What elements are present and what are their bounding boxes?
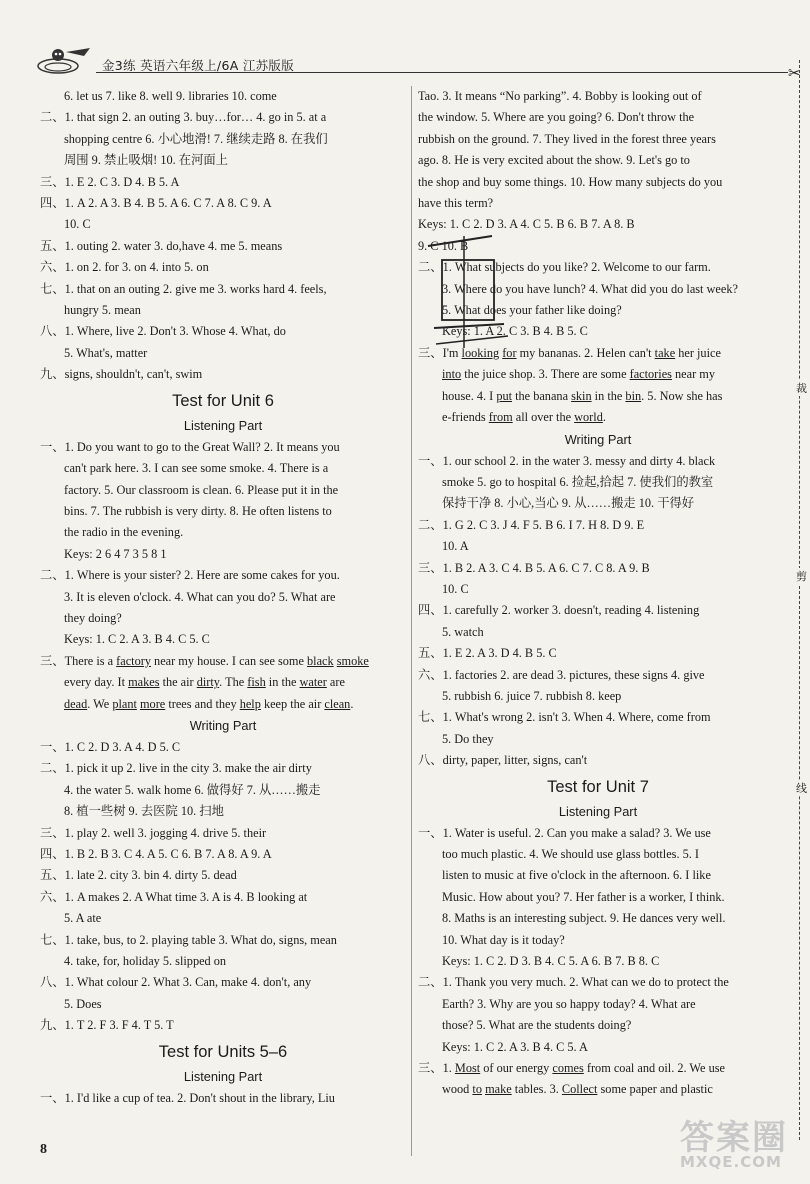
- answer-line: 二、1. pick it up 2. live in the city 3. make the air dirty: [40, 761, 312, 776]
- page-header: [36, 44, 786, 74]
- section-title: Test for Unit 7: [547, 777, 649, 796]
- text-run: are: [326, 675, 345, 690]
- text-run: her juice: [675, 345, 721, 360]
- book-logo-icon: [36, 46, 92, 74]
- text-run: tables. 3.: [511, 1082, 562, 1097]
- answer-line: 七、1. take, bus, to 2. playing table 3. What do, signs, mean: [40, 932, 337, 947]
- answer-line: 四、1. A 2. A 3. B 4. B 5. A 6. C 7. A 8. C 9. A: [40, 196, 272, 211]
- underlined-word: bin: [625, 388, 642, 403]
- answer-line: Keys: 1. A 2. C 3. B 4. B 5. C: [442, 324, 588, 339]
- text-run: in the: [591, 388, 626, 403]
- underlined-word: make: [485, 1082, 512, 1097]
- part-title: Writing Part: [189, 717, 257, 733]
- part-title: Listening Part: [183, 1068, 263, 1084]
- header-rule: [96, 72, 788, 73]
- answer-line: Keys: 1. C 2. D 3. A 4. C 5. B 6. B 7. A 8. B: [418, 217, 635, 232]
- text-run: my bananas. 2. Helen can't: [516, 345, 655, 360]
- answer-line: factory. 5. Our classroom is clean. 6. Please put it in the: [64, 482, 339, 497]
- ink-stamp-mark: [424, 232, 514, 352]
- answer-line: 六、1. factories 2. are dead 3. pictures, these signs 4. give: [418, 667, 705, 682]
- watermark-url: MXQE.COM: [680, 1153, 782, 1171]
- answer-line: Keys: 1. C 2. A 3. B 4. C 5. C: [64, 632, 210, 647]
- underlined-word: comes: [552, 1061, 584, 1076]
- cut-line: [799, 60, 800, 1140]
- answer-line: 二、1. Thank you very much. 2. What can we do to protect the: [418, 975, 729, 990]
- watermark-main: 答案圈: [680, 1118, 788, 1158]
- answer-line: 三、1. B 2. A 3. C 4. B 5. A 6. C 7. C 8. A 9. B: [418, 560, 650, 575]
- answer-line: the radio in the evening.: [64, 525, 184, 540]
- underlined-word: into: [442, 367, 462, 382]
- answer-line: 三、1. E 2. C 3. D 4. B 5. A: [40, 174, 180, 189]
- answer-line: 二、1. What subjects do you like? 2. Welcome to our farm.: [418, 260, 711, 275]
- cut-label-xian: 线: [796, 782, 807, 795]
- answer-line: 九、1. T 2. F 3. F 4. T 5. T: [40, 1018, 174, 1033]
- answer-line: 10. C: [442, 581, 469, 596]
- answer-line: those? 5. What are the students doing?: [442, 1018, 632, 1033]
- answer-line: have this term?: [418, 196, 494, 211]
- answer-line: 5. Does: [64, 996, 102, 1011]
- answer-line: [418, 364, 778, 385]
- answer-line: 九、signs, shouldn't, can't, swim: [40, 367, 203, 382]
- left-column: [40, 86, 406, 1109]
- answer-line: 八、1. What colour 2. What 3. Can, make 4. don't, any: [40, 975, 312, 990]
- answer-line: 一、1. Water is useful. 2. Can you make a salad? 3. We use: [418, 825, 711, 840]
- answer-line: hungry 5. mean: [64, 303, 141, 318]
- answer-line: 5. What does your father like doing?: [442, 303, 622, 318]
- answer-line: 八、dirty, paper, litter, signs, can't: [418, 753, 588, 768]
- underlined-word: more: [139, 696, 166, 711]
- answer-line: 5. Do they: [442, 731, 494, 746]
- text-run: . 5. Now she has: [641, 388, 723, 403]
- answer-line: 6. let us 7. like 8. well 9. libraries 10. come: [64, 89, 277, 103]
- answer-line: 一、1. I'd like a cup of tea. 2. Don't shout in the library, Liu: [40, 1090, 335, 1105]
- answer-line: 四、1. B 2. B 3. C 4. A 5. C 6. B 7. A 8. A 9. A: [40, 847, 272, 861]
- underlined-word: Most: [454, 1061, 481, 1076]
- header-title: 金3练 英语六年级上/6A 江苏版版: [102, 58, 295, 73]
- underlined-word: for: [502, 345, 517, 360]
- answer-line: 9. C 10. B: [418, 238, 469, 253]
- answer-line: 三、1. play 2. well 3. jogging 4. drive 5. their: [40, 825, 267, 840]
- answer-line: 10. A: [442, 539, 469, 554]
- underlined-word: factories: [629, 367, 672, 382]
- answer-line: 5. watch: [442, 624, 484, 639]
- answer-line: 二、1. that sign 2. an outing 3. buy…for… 4. go in 5. at a: [40, 110, 327, 125]
- answer-line: 五、1. outing 2. water 3. do,have 4. me 5. means: [40, 238, 283, 253]
- answer-line: 保持干净 8. 小心,当心 9. 从……搬走 10. 干得好: [442, 496, 695, 511]
- underlined-word: factory: [116, 653, 151, 668]
- answer-line: rubbish on the ground. 7. They lived in the forest three years: [418, 131, 716, 146]
- answer-line: [418, 1058, 778, 1079]
- answer-line: 五、1. late 2. city 3. bin 4. dirty 5. dead: [40, 868, 237, 883]
- answer-line: they doing?: [64, 610, 122, 625]
- text-run: from coal and oil. 2. We use: [583, 1061, 725, 1076]
- text-run: keep the air: [260, 696, 325, 711]
- answer-line: [40, 672, 406, 693]
- answer-line: 8. Maths is an interesting subject. 9. He dances very well.: [442, 911, 726, 926]
- answer-line: 3. Where do you have lunch? 4. What did you do last week?: [442, 281, 738, 296]
- answer-line: Music. How about you? 7. Her father is a worker, I think.: [442, 889, 725, 904]
- answer-line: 七、1. What's wrong 2. isn't 3. When 4. Where, come from: [418, 710, 711, 725]
- answer-line: the shop and buy some things. 10. How many subjects do you: [418, 174, 723, 189]
- answer-line: 五、1. E 2. A 3. D 4. B 5. C: [418, 646, 557, 661]
- underlined-word: Collect: [561, 1082, 598, 1097]
- text-run: . We: [87, 696, 113, 711]
- text-run: e-friends: [442, 410, 489, 425]
- text-run: of our energy: [480, 1061, 553, 1076]
- text-run: 三、I'm: [418, 345, 462, 360]
- underlined-word: plant: [112, 696, 137, 711]
- text-run: .: [602, 410, 606, 425]
- answer-line: Earth? 3. Why are you so happy today? 4. What are: [442, 996, 696, 1011]
- text-run: every day. It: [64, 675, 129, 690]
- answer-line: Tao. 3. It means “No parking”. 4. Bobby is looking out of: [418, 89, 702, 103]
- scissors-icon: ✂: [788, 64, 801, 82]
- underlined-word: help: [239, 696, 261, 711]
- answer-line: 3. It is eleven o'clock. 4. What can you do? 5. What are: [64, 589, 336, 604]
- section-title: Test for Unit 6: [172, 391, 274, 410]
- underlined-word: fish: [247, 675, 266, 690]
- answer-line: the window. 5. Where are you going? 6. Don't throw the: [418, 110, 695, 125]
- underlined-word: clean: [324, 696, 351, 711]
- text-run: near my house. I can see some: [150, 653, 308, 668]
- answer-line: [418, 407, 778, 428]
- answer-line: 四、1. carefully 2. worker 3. doesn't, reading 4. listening: [418, 603, 700, 618]
- underlined-word: to: [472, 1082, 482, 1097]
- text-run: . The: [219, 675, 248, 690]
- answer-line: 一、1. C 2. D 3. A 4. D 5. C: [40, 739, 181, 754]
- column-divider: [411, 86, 412, 1156]
- cut-label-jian: 剪: [796, 570, 807, 583]
- answer-line: [418, 386, 778, 407]
- answer-line: shopping centre 6. 小心地滑! 7. 继续走路 8. 在我们: [64, 131, 328, 146]
- answer-line: ago. 8. He is very excited about the show. 9. Let's go to: [418, 153, 690, 168]
- answer-line: listen to music at five o'clock in the afternoon. 6. I like: [442, 868, 711, 883]
- cut-label-cai: 裁: [796, 382, 807, 395]
- text-run: some paper and plastic: [597, 1082, 713, 1097]
- text-run: .: [350, 696, 354, 711]
- text-run: the banana: [512, 388, 572, 403]
- text-run: in the: [265, 675, 300, 690]
- answer-line: 10. What day is it today?: [442, 932, 565, 947]
- underlined-word: black: [307, 653, 334, 668]
- answer-line: bins. 7. The rubbish is very dirty. 8. He often listens to: [64, 503, 332, 518]
- answer-line: 一、1. Do you want to go to the Great Wall? 2. It means you: [40, 439, 340, 454]
- text-run: 三、1.: [418, 1061, 455, 1076]
- answer-line: 5. What's, matter: [64, 345, 148, 360]
- text-run: near my: [671, 367, 715, 382]
- underlined-word: skin: [571, 388, 592, 403]
- section-title: Test for Units 5–6: [158, 1042, 288, 1061]
- part-title: Listening Part: [183, 417, 263, 433]
- answer-line: can't park here. 3. I can see some smoke. 4. There is a: [64, 461, 329, 476]
- answer-line: 八、1. Where, live 2. Don't 3. Whose 4. What, do: [40, 324, 286, 339]
- answer-line: 一、1. our school 2. in the water 3. messy and dirty 4. black: [418, 453, 716, 468]
- underlined-word: take: [654, 345, 676, 360]
- answer-line: Keys: 2 6 4 7 3 5 8 1: [64, 546, 167, 561]
- answer-line: 5. rubbish 6. juice 7. rubbish 8. keep: [442, 688, 622, 703]
- underlined-word: makes: [128, 675, 160, 690]
- text-run: the juice shop. 3. There are some: [461, 367, 630, 382]
- answer-line: 六、1. A makes 2. A What time 3. A is 4. B looking at: [40, 889, 308, 904]
- page-number: 8: [40, 1142, 47, 1157]
- answer-line: 10. C: [64, 217, 91, 232]
- answer-line: 4. the water 5. walk home 6. 做得好 7. 从……搬走: [64, 782, 321, 797]
- answer-line: Keys: 1. C 2. D 3. B 4. C 5. A 6. B 7. B 8. C: [442, 954, 660, 969]
- answer-line: [40, 651, 406, 672]
- answer-line: smoke 5. go to hospital 6. 捡起,拾起 7. 使我们的教室: [442, 474, 714, 489]
- answer-line: 8. 植一些树 9. 去医院 10. 扫地: [64, 804, 224, 819]
- underlined-word: water: [299, 675, 327, 690]
- underlined-word: put: [496, 388, 513, 403]
- underlined-word: dirty: [196, 675, 220, 690]
- part-title: Listening Part: [558, 803, 638, 819]
- answer-line: 七、1. that on an outing 2. give me 3. works hard 4. feels,: [40, 281, 327, 296]
- text-run: house. 4. I: [442, 388, 497, 403]
- answer-line: 4. take, for, holiday 5. slipped on: [64, 954, 227, 969]
- answer-line: 5. A ate: [64, 911, 102, 926]
- answer-line: Keys: 1. C 2. A 3. B 4. C 5. A: [442, 1039, 588, 1054]
- text-run: wood: [442, 1082, 473, 1097]
- answer-line: 二、1. G 2. C 3. J 4. F 5. B 6. I 7. H 8. D 9. E: [418, 517, 645, 532]
- underlined-word: from: [488, 410, 513, 425]
- watermark: [680, 1110, 788, 1171]
- answer-line: [418, 1079, 778, 1100]
- underlined-word: dead: [64, 696, 88, 711]
- text-run: 三、There is a: [40, 653, 117, 668]
- answer-line: 二、1. Where is your sister? 2. Here are some cakes for you.: [40, 568, 340, 583]
- answer-line: 六、1. on 2. for 3. on 4. into 5. on: [40, 260, 209, 275]
- underlined-word: looking: [461, 345, 500, 360]
- answer-line: 周围 9. 禁止吸烟! 10. 在河面上: [64, 153, 228, 168]
- part-title: Writing Part: [564, 431, 632, 447]
- text-run: the air: [159, 675, 197, 690]
- underlined-word: world: [574, 410, 603, 425]
- underlined-word: smoke: [336, 653, 369, 668]
- text-run: all over the: [512, 410, 575, 425]
- answer-line: too much plastic. 4. We should use glass bottles. 5. I: [442, 847, 699, 861]
- text-run: trees and they: [165, 696, 240, 711]
- answer-line: [40, 694, 406, 715]
